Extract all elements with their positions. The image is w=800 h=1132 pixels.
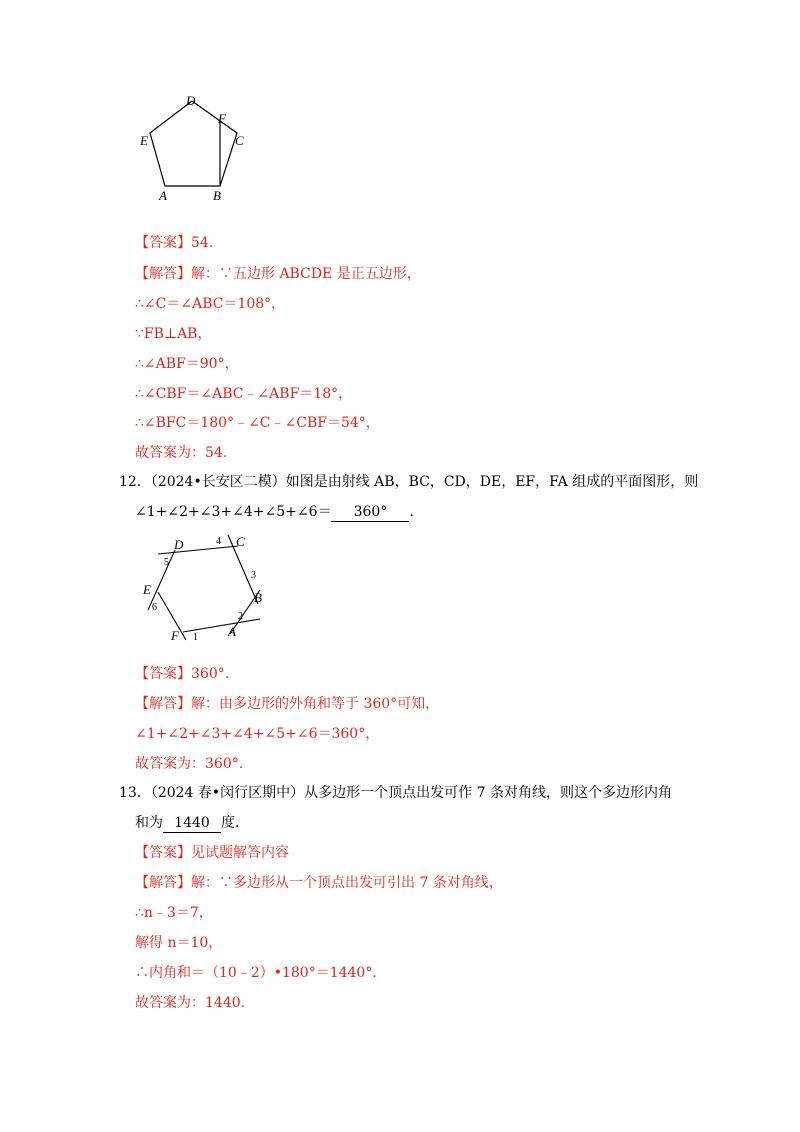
q11-solution-line: ∴∠CBF＝∠ABC﹣∠ABF＝18°， [135, 386, 353, 402]
label-c: C [236, 534, 245, 549]
q11-solution-line: 故答案为：54. [135, 445, 228, 461]
solution-tag: 【解答】 [135, 266, 191, 282]
question-number: 12． [119, 474, 151, 490]
angle-label-1: 1 [193, 632, 198, 643]
ray-dc [158, 546, 238, 554]
question-text: 从多边形一个顶点出发可作 7 条对角线，则这个多边形内角 [304, 785, 672, 801]
answer-tag: 【答案】 [135, 666, 191, 682]
question-text: 如图是由射线 AB，BC，CD，DE，EF，FA 组成的平面图形，则 [285, 474, 699, 490]
q11-solution-line: ∵FB⊥AB， [135, 326, 212, 342]
answer-value: 360°. [191, 666, 230, 682]
q12-answer [135, 664, 229, 684]
hexagon-rays-figure [140, 532, 280, 652]
question-source: （2024 春•闵行区期中） [150, 785, 305, 801]
solution-tag: 【解答】 [135, 696, 191, 712]
q11-solution-line: ∴∠C＝∠ABC＝108°， [135, 296, 286, 312]
question-text: ∠1+∠2+∠3+∠4+∠5+∠6＝ [135, 504, 332, 520]
label-f: F [218, 111, 226, 126]
label-d: D [174, 537, 184, 552]
question-text: 和为 [135, 815, 163, 831]
angle-label-4: 4 [216, 536, 221, 547]
answer-value: 见试题解答内容 [191, 845, 289, 861]
angle-label-5: 5 [164, 557, 169, 568]
q12-solution-line: ∠1+∠2+∠3+∠4+∠5+∠6＝360°， [135, 726, 380, 742]
ray-af [183, 619, 260, 632]
label-c: C [235, 133, 244, 148]
question-number: 13． [119, 785, 151, 801]
q11-answer [135, 233, 213, 253]
question-text: ． [409, 504, 424, 520]
label-a: A [228, 624, 236, 639]
question-source: （2024•长安区二模） [150, 474, 286, 490]
fill-blank: 1440 [163, 814, 221, 833]
label-b: B [213, 188, 221, 203]
q11-solution-line [135, 264, 421, 284]
question-text: 度． [221, 815, 249, 831]
solution-text: 解：由多边形的外角和等于 360°可知， [191, 696, 440, 712]
pentagon-figure [135, 95, 275, 215]
q11-solution-line: ∴∠ABF＝90°， [135, 356, 239, 372]
q12-question-line2 [135, 502, 423, 522]
q13-solution-line [135, 873, 503, 893]
label-b: B [254, 590, 262, 605]
answer-tag: 【答案】 [135, 845, 191, 861]
q13-solution-line: ∴内角和＝（10﹣2）•180°＝1440°． [135, 965, 387, 981]
q13-answer [135, 843, 289, 863]
label-d: D [186, 93, 196, 108]
solution-tag: 【解答】 [135, 875, 191, 891]
q13-solution-line: 解得 n＝10， [135, 935, 223, 951]
angle-label-2: 2 [238, 611, 243, 622]
label-f: F [171, 628, 179, 643]
fill-blank: 360° [331, 503, 409, 522]
q12-solution-line [135, 694, 439, 714]
answer-value: 54. [191, 235, 214, 251]
angle-label-6: 6 [152, 602, 157, 613]
q13-question-line2 [135, 813, 249, 833]
label-a: A [159, 188, 167, 203]
label-e: E [140, 133, 148, 148]
label-e: E [143, 582, 151, 597]
angle-label-3: 3 [251, 570, 256, 581]
q13-question-line1 [119, 783, 672, 803]
q13-solution-line: ∴n﹣3＝7， [135, 905, 213, 921]
q13-solution-line: 故答案为：1440． [135, 995, 255, 1011]
solution-text: 解：∵多边形从一个顶点出发可引出 7 条对角线， [191, 875, 503, 891]
q12-question-line1 [119, 472, 698, 492]
solution-text: 解：∵五边形 ABCDE 是正五边形， [191, 266, 421, 282]
q12-solution-line: 故答案为：360°. [135, 756, 244, 772]
answer-tag: 【答案】 [135, 235, 191, 251]
q11-solution-line: ∴∠BFC＝180°﹣∠C﹣∠CBF＝54°， [135, 415, 380, 431]
ray-ed [148, 550, 175, 610]
